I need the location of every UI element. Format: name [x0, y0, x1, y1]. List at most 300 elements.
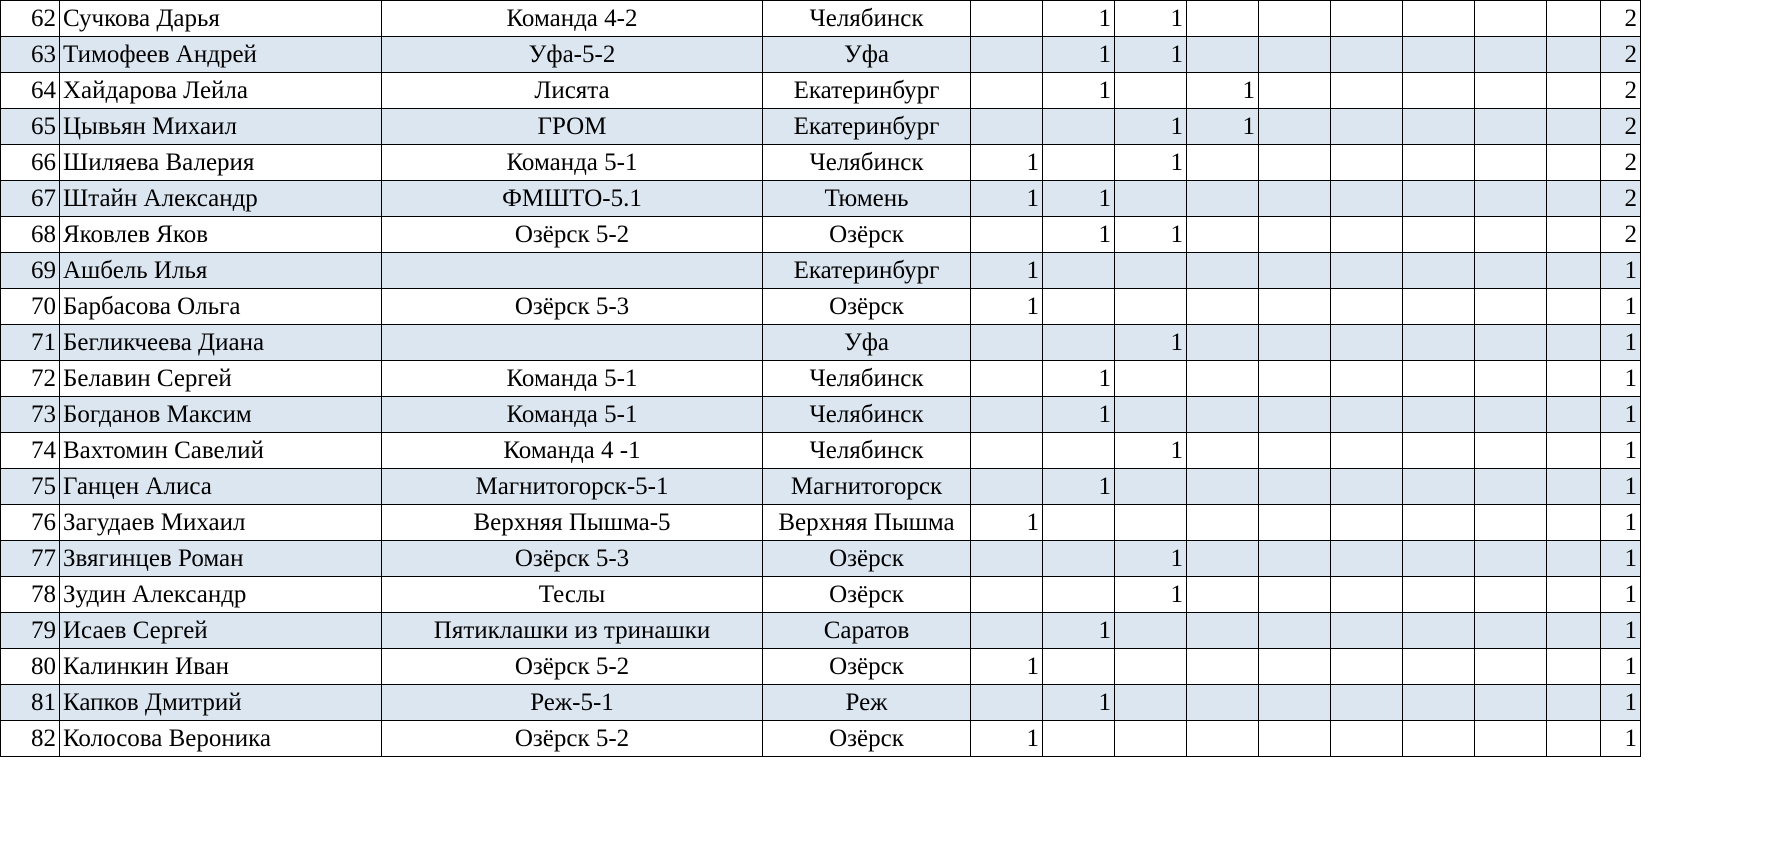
problem-score-cell[interactable] — [1475, 1, 1547, 37]
row-number-cell[interactable]: 74 — [1, 433, 60, 469]
city-cell[interactable]: Челябинск — [763, 433, 971, 469]
spacer-cell[interactable] — [1547, 217, 1601, 253]
team-cell[interactable]: Команда 4 -1 — [382, 433, 763, 469]
problem-score-cell[interactable]: 1 — [1115, 541, 1187, 577]
spacer-cell[interactable] — [1547, 505, 1601, 541]
problem-score-cell[interactable] — [1259, 577, 1331, 613]
table-row — [1, 577, 1641, 613]
team-cell[interactable]: Команда 5-1 — [382, 361, 763, 397]
problem-score-cell[interactable] — [1475, 433, 1547, 469]
problem-score-cell[interactable]: 1 — [1043, 37, 1115, 73]
problem-score-cell[interactable] — [1331, 505, 1403, 541]
problem-score-cell[interactable] — [1259, 685, 1331, 721]
participant-name-cell[interactable]: Шиляева Валерия — [60, 145, 382, 181]
problem-score-cell[interactable]: 1 — [1115, 325, 1187, 361]
problem-score-cell[interactable] — [1475, 145, 1547, 181]
spacer-cell[interactable] — [1547, 397, 1601, 433]
problem-score-cell[interactable]: 1 — [1187, 109, 1259, 145]
row-number-cell[interactable]: 72 — [1, 361, 60, 397]
city-cell[interactable]: Верхняя Пышма — [763, 505, 971, 541]
problem-score-cell[interactable] — [1043, 109, 1115, 145]
city-cell[interactable]: Магнитогорск — [763, 469, 971, 505]
problem-score-cell[interactable] — [1043, 721, 1115, 757]
team-cell[interactable]: Магнитогорск-5-1 — [382, 469, 763, 505]
problem-score-cell[interactable] — [1331, 577, 1403, 613]
problem-score-cell[interactable] — [971, 433, 1043, 469]
spacer-cell[interactable] — [1547, 433, 1601, 469]
problem-score-cell[interactable] — [1259, 613, 1331, 649]
problem-score-cell[interactable] — [1475, 181, 1547, 217]
problem-score-cell[interactable] — [1331, 145, 1403, 181]
problem-score-cell[interactable] — [1475, 289, 1547, 325]
problem-score-cell[interactable]: 1 — [971, 181, 1043, 217]
problem-score-cell[interactable] — [1475, 649, 1547, 685]
row-number-cell[interactable]: 64 — [1, 73, 60, 109]
problem-score-cell[interactable] — [1259, 1, 1331, 37]
problem-score-cell[interactable] — [1331, 325, 1403, 361]
participant-name-cell[interactable]: Барбасова Ольга — [60, 289, 382, 325]
problem-score-cell[interactable] — [1187, 577, 1259, 613]
problem-score-cell[interactable] — [1043, 433, 1115, 469]
spacer-cell[interactable] — [1547, 109, 1601, 145]
table-row — [1, 217, 1641, 253]
row-number-cell[interactable]: 73 — [1, 397, 60, 433]
participant-name-cell[interactable]: Цывьян Михаил — [60, 109, 382, 145]
participant-name-cell[interactable]: Колосова Вероника — [60, 721, 382, 757]
participant-name-cell[interactable]: Вахтомин Савелий — [60, 433, 382, 469]
row-number-cell[interactable]: 80 — [1, 649, 60, 685]
problem-score-cell[interactable] — [1187, 685, 1259, 721]
problem-score-cell[interactable] — [1259, 433, 1331, 469]
problem-score-cell[interactable] — [1403, 217, 1475, 253]
city-cell[interactable]: Челябинск — [763, 1, 971, 37]
participant-name-cell[interactable]: Штайн Александр — [60, 181, 382, 217]
problem-score-cell[interactable] — [1331, 685, 1403, 721]
problem-score-cell[interactable] — [1331, 613, 1403, 649]
row-number-cell[interactable]: 69 — [1, 253, 60, 289]
spacer-cell[interactable] — [1547, 721, 1601, 757]
problem-score-cell[interactable] — [1475, 361, 1547, 397]
team-cell[interactable]: Команда 4-2 — [382, 1, 763, 37]
problem-score-cell[interactable] — [1475, 541, 1547, 577]
participant-name-cell[interactable]: Калинкин Иван — [60, 649, 382, 685]
city-cell[interactable]: Уфа — [763, 37, 971, 73]
team-cell[interactable]: Лисята — [382, 73, 763, 109]
team-cell[interactable]: Озёрск 5-2 — [382, 217, 763, 253]
problem-score-cell[interactable]: 1 — [1043, 181, 1115, 217]
spacer-cell[interactable] — [1547, 541, 1601, 577]
total-score-cell[interactable]: 1 — [1601, 469, 1641, 505]
problem-score-cell[interactable]: 1 — [1115, 37, 1187, 73]
problem-score-cell[interactable] — [1475, 577, 1547, 613]
problem-score-cell[interactable] — [971, 109, 1043, 145]
team-cell[interactable]: Пятиклашки из тринашки — [382, 613, 763, 649]
problem-score-cell[interactable] — [1475, 217, 1547, 253]
participant-name-cell[interactable]: Исаев Сергей — [60, 613, 382, 649]
problem-score-cell[interactable] — [1259, 181, 1331, 217]
team-cell[interactable]: Верхняя Пышма-5 — [382, 505, 763, 541]
city-cell[interactable]: Озёрск — [763, 217, 971, 253]
problem-score-cell[interactable] — [1331, 109, 1403, 145]
participant-name-cell[interactable]: Бегликчеева Диана — [60, 325, 382, 361]
problem-score-cell[interactable] — [971, 541, 1043, 577]
problem-score-cell[interactable] — [1187, 649, 1259, 685]
team-cell[interactable] — [382, 253, 763, 289]
problem-score-cell[interactable] — [1331, 73, 1403, 109]
row-number-cell[interactable]: 62 — [1, 1, 60, 37]
spacer-cell[interactable] — [1547, 1, 1601, 37]
problem-score-cell[interactable] — [1403, 253, 1475, 289]
problem-score-cell[interactable]: 1 — [1043, 685, 1115, 721]
total-score-cell[interactable]: 2 — [1601, 181, 1641, 217]
city-cell[interactable]: Уфа — [763, 325, 971, 361]
problem-score-cell[interactable] — [1259, 37, 1331, 73]
problem-score-cell[interactable] — [1115, 361, 1187, 397]
total-score-cell[interactable]: 2 — [1601, 217, 1641, 253]
problem-score-cell[interactable]: 1 — [971, 145, 1043, 181]
problem-score-cell[interactable] — [1187, 325, 1259, 361]
problem-score-cell[interactable] — [1331, 397, 1403, 433]
table-row — [1, 325, 1641, 361]
total-score-cell[interactable]: 2 — [1601, 109, 1641, 145]
problem-score-cell[interactable] — [1259, 289, 1331, 325]
team-cell[interactable]: Теслы — [382, 577, 763, 613]
participant-name-cell[interactable]: Хайдарова Лейла — [60, 73, 382, 109]
problem-score-cell[interactable] — [1403, 181, 1475, 217]
problem-score-cell[interactable] — [1259, 325, 1331, 361]
problem-score-cell[interactable] — [1475, 37, 1547, 73]
problem-score-cell[interactable] — [1259, 397, 1331, 433]
problem-score-cell[interactable] — [1115, 253, 1187, 289]
problem-score-cell[interactable] — [1043, 253, 1115, 289]
city-cell[interactable]: Екатеринбург — [763, 73, 971, 109]
table-row — [1, 541, 1641, 577]
problem-score-cell[interactable] — [971, 361, 1043, 397]
problem-score-cell[interactable] — [1403, 109, 1475, 145]
problem-score-cell[interactable] — [1403, 433, 1475, 469]
spacer-cell[interactable] — [1547, 649, 1601, 685]
total-score-cell[interactable]: 2 — [1601, 73, 1641, 109]
total-score-cell[interactable]: 2 — [1601, 37, 1641, 73]
participant-name-cell[interactable]: Капков Дмитрий — [60, 685, 382, 721]
total-score-cell[interactable]: 1 — [1601, 325, 1641, 361]
row-number-cell[interactable]: 78 — [1, 577, 60, 613]
problem-score-cell[interactable] — [971, 397, 1043, 433]
total-score-cell[interactable]: 1 — [1601, 649, 1641, 685]
row-number-cell[interactable]: 65 — [1, 109, 60, 145]
problem-score-cell[interactable] — [1403, 289, 1475, 325]
team-cell[interactable]: ФМШТО-5.1 — [382, 181, 763, 217]
problem-score-cell[interactable] — [1403, 613, 1475, 649]
city-cell[interactable]: Саратов — [763, 613, 971, 649]
problem-score-cell[interactable]: 1 — [971, 505, 1043, 541]
problem-score-cell[interactable]: 1 — [1115, 577, 1187, 613]
problem-score-cell[interactable] — [1403, 649, 1475, 685]
participant-name-cell[interactable]: Сучкова Дарья — [60, 1, 382, 37]
problem-score-cell[interactable] — [1259, 469, 1331, 505]
problem-score-cell[interactable] — [1259, 253, 1331, 289]
participant-name-cell[interactable]: Ганцен Алиса — [60, 469, 382, 505]
team-cell[interactable]: Команда 5-1 — [382, 145, 763, 181]
team-cell[interactable]: Команда 5-1 — [382, 397, 763, 433]
city-cell[interactable]: Челябинск — [763, 145, 971, 181]
problem-score-cell[interactable] — [971, 73, 1043, 109]
problem-score-cell[interactable] — [1259, 217, 1331, 253]
spacer-cell[interactable] — [1547, 325, 1601, 361]
problem-score-cell[interactable] — [1259, 721, 1331, 757]
team-cell[interactable] — [382, 325, 763, 361]
spacer-cell[interactable] — [1547, 685, 1601, 721]
problem-score-cell[interactable]: 1 — [1043, 397, 1115, 433]
row-number-cell[interactable]: 81 — [1, 685, 60, 721]
problem-score-cell[interactable]: 1 — [1043, 1, 1115, 37]
city-cell[interactable]: Реж — [763, 685, 971, 721]
city-cell[interactable]: Озёрск — [763, 721, 971, 757]
problem-score-cell[interactable] — [1475, 397, 1547, 433]
problem-score-cell[interactable] — [1403, 73, 1475, 109]
problem-score-cell[interactable] — [1259, 505, 1331, 541]
problem-score-cell[interactable] — [1475, 505, 1547, 541]
problem-score-cell[interactable] — [1115, 649, 1187, 685]
total-score-cell[interactable]: 2 — [1601, 145, 1641, 181]
problem-score-cell[interactable] — [1043, 577, 1115, 613]
participant-name-cell[interactable]: Ашбель Илья — [60, 253, 382, 289]
spacer-cell[interactable] — [1547, 37, 1601, 73]
problem-score-cell[interactable] — [1115, 685, 1187, 721]
problem-score-cell[interactable] — [1187, 541, 1259, 577]
team-cell[interactable]: Озёрск 5-3 — [382, 289, 763, 325]
problem-score-cell[interactable] — [1331, 541, 1403, 577]
row-number-cell[interactable]: 75 — [1, 469, 60, 505]
row-number-cell[interactable]: 66 — [1, 145, 60, 181]
total-score-cell[interactable]: 1 — [1601, 397, 1641, 433]
problem-score-cell[interactable] — [1187, 1, 1259, 37]
problem-score-cell[interactable]: 1 — [1043, 361, 1115, 397]
spacer-cell[interactable] — [1547, 289, 1601, 325]
problem-score-cell[interactable] — [1403, 721, 1475, 757]
problem-score-cell[interactable] — [1043, 289, 1115, 325]
problem-score-cell[interactable] — [1259, 541, 1331, 577]
problem-score-cell[interactable]: 1 — [1115, 217, 1187, 253]
row-number-cell[interactable]: 67 — [1, 181, 60, 217]
problem-score-cell[interactable] — [971, 685, 1043, 721]
problem-score-cell[interactable]: 1 — [1043, 217, 1115, 253]
problem-score-cell[interactable] — [1403, 325, 1475, 361]
total-score-cell[interactable]: 1 — [1601, 505, 1641, 541]
spacer-cell[interactable] — [1547, 181, 1601, 217]
problem-score-cell[interactable] — [971, 613, 1043, 649]
spacer-cell[interactable] — [1547, 253, 1601, 289]
problem-score-cell[interactable] — [1475, 73, 1547, 109]
city-cell[interactable]: Озёрск — [763, 541, 971, 577]
row-number-cell[interactable]: 82 — [1, 721, 60, 757]
problem-score-cell[interactable] — [1115, 613, 1187, 649]
problem-score-cell[interactable] — [1187, 433, 1259, 469]
problem-score-cell[interactable] — [971, 1, 1043, 37]
problem-score-cell[interactable] — [1115, 397, 1187, 433]
problem-score-cell[interactable] — [971, 469, 1043, 505]
problem-score-cell[interactable] — [1115, 181, 1187, 217]
problem-score-cell[interactable] — [1043, 145, 1115, 181]
problem-score-cell[interactable] — [1115, 289, 1187, 325]
problem-score-cell[interactable] — [1115, 469, 1187, 505]
spacer-cell[interactable] — [1547, 577, 1601, 613]
total-score-cell[interactable]: 1 — [1601, 721, 1641, 757]
problem-score-cell[interactable]: 1 — [1115, 1, 1187, 37]
problem-score-cell[interactable] — [1403, 361, 1475, 397]
problem-score-cell[interactable]: 1 — [971, 289, 1043, 325]
problem-score-cell[interactable] — [1187, 145, 1259, 181]
row-number-cell[interactable]: 71 — [1, 325, 60, 361]
problem-score-cell[interactable] — [1475, 721, 1547, 757]
problem-score-cell[interactable]: 1 — [1187, 73, 1259, 109]
problem-score-cell[interactable]: 1 — [1043, 469, 1115, 505]
problem-score-cell[interactable] — [1187, 289, 1259, 325]
problem-score-cell[interactable] — [1187, 37, 1259, 73]
row-number-cell[interactable]: 76 — [1, 505, 60, 541]
problem-score-cell[interactable]: 1 — [1043, 613, 1115, 649]
problem-score-cell[interactable] — [971, 577, 1043, 613]
problem-score-cell[interactable] — [1043, 505, 1115, 541]
spacer-cell[interactable] — [1547, 469, 1601, 505]
total-score-cell[interactable]: 1 — [1601, 685, 1641, 721]
problem-score-cell[interactable] — [1331, 721, 1403, 757]
problem-score-cell[interactable]: 1 — [1115, 433, 1187, 469]
problem-score-cell[interactable] — [1187, 397, 1259, 433]
table-row — [1, 145, 1641, 181]
team-cell[interactable]: ГРОМ — [382, 109, 763, 145]
total-score-cell[interactable]: 1 — [1601, 289, 1641, 325]
problem-score-cell[interactable] — [971, 325, 1043, 361]
city-cell[interactable]: Екатеринбург — [763, 253, 971, 289]
problem-score-cell[interactable] — [971, 217, 1043, 253]
problem-score-cell[interactable] — [1259, 361, 1331, 397]
problem-score-cell[interactable]: 1 — [1115, 109, 1187, 145]
city-cell[interactable]: Екатеринбург — [763, 109, 971, 145]
team-cell[interactable]: Озёрск 5-3 — [382, 541, 763, 577]
row-number-cell[interactable]: 70 — [1, 289, 60, 325]
city-cell[interactable]: Озёрск — [763, 577, 971, 613]
total-score-cell[interactable]: 2 — [1601, 1, 1641, 37]
participant-name-cell[interactable]: Богданов Максим — [60, 397, 382, 433]
problem-score-cell[interactable] — [1115, 73, 1187, 109]
problem-score-cell[interactable] — [1475, 109, 1547, 145]
problem-score-cell[interactable] — [1475, 253, 1547, 289]
team-cell[interactable]: Реж-5-1 — [382, 685, 763, 721]
problem-score-cell[interactable] — [1331, 1, 1403, 37]
problem-score-cell[interactable] — [1331, 217, 1403, 253]
problem-score-cell[interactable] — [1187, 721, 1259, 757]
spacer-cell[interactable] — [1547, 145, 1601, 181]
total-score-cell[interactable]: 1 — [1601, 361, 1641, 397]
problem-score-cell[interactable] — [1331, 253, 1403, 289]
problem-score-cell[interactable] — [1403, 469, 1475, 505]
problem-score-cell[interactable]: 1 — [971, 649, 1043, 685]
problem-score-cell[interactable] — [1331, 433, 1403, 469]
problem-score-cell[interactable] — [971, 37, 1043, 73]
problem-score-cell[interactable] — [1475, 325, 1547, 361]
problem-score-cell[interactable] — [1403, 505, 1475, 541]
city-cell[interactable]: Челябинск — [763, 397, 971, 433]
problem-score-cell[interactable]: 1 — [1043, 73, 1115, 109]
participant-name-cell[interactable]: Звягинцев Роман — [60, 541, 382, 577]
row-number-cell[interactable]: 63 — [1, 37, 60, 73]
problem-score-cell[interactable] — [1187, 361, 1259, 397]
row-number-cell[interactable]: 77 — [1, 541, 60, 577]
spacer-cell[interactable] — [1547, 73, 1601, 109]
problem-score-cell[interactable] — [1187, 505, 1259, 541]
problem-score-cell[interactable] — [1403, 541, 1475, 577]
problem-score-cell[interactable] — [1259, 649, 1331, 685]
problem-score-cell[interactable] — [1331, 181, 1403, 217]
problem-score-cell[interactable] — [1259, 145, 1331, 181]
total-score-cell[interactable]: 1 — [1601, 613, 1641, 649]
total-score-cell[interactable]: 1 — [1601, 577, 1641, 613]
problem-score-cell[interactable] — [1187, 613, 1259, 649]
problem-score-cell[interactable] — [1403, 1, 1475, 37]
participant-name-cell[interactable]: Тимофеев Андрей — [60, 37, 382, 73]
total-score-cell[interactable]: 1 — [1601, 541, 1641, 577]
participant-name-cell[interactable]: Белавин Сергей — [60, 361, 382, 397]
spacer-cell[interactable] — [1547, 361, 1601, 397]
row-number-cell[interactable]: 79 — [1, 613, 60, 649]
problem-score-cell[interactable] — [1403, 37, 1475, 73]
city-cell[interactable]: Челябинск — [763, 361, 971, 397]
problem-score-cell[interactable] — [1475, 469, 1547, 505]
participant-name-cell[interactable]: Загудаев Михаил — [60, 505, 382, 541]
problem-score-cell[interactable] — [1115, 721, 1187, 757]
spacer-cell[interactable] — [1547, 613, 1601, 649]
problem-score-cell[interactable] — [1475, 613, 1547, 649]
problem-score-cell[interactable] — [1331, 37, 1403, 73]
row-number-cell[interactable]: 68 — [1, 217, 60, 253]
problem-score-cell[interactable] — [1331, 289, 1403, 325]
problem-score-cell[interactable] — [1043, 649, 1115, 685]
team-cell[interactable]: Уфа-5-2 — [382, 37, 763, 73]
problem-score-cell[interactable] — [1403, 685, 1475, 721]
problem-score-cell[interactable] — [1403, 577, 1475, 613]
problem-score-cell[interactable] — [1331, 649, 1403, 685]
problem-score-cell[interactable] — [1475, 685, 1547, 721]
problem-score-cell[interactable] — [1331, 361, 1403, 397]
participant-name-cell[interactable]: Яковлев Яков — [60, 217, 382, 253]
problem-score-cell[interactable] — [1187, 253, 1259, 289]
city-cell[interactable]: Озёрск — [763, 289, 971, 325]
problem-score-cell[interactable] — [1259, 73, 1331, 109]
problem-score-cell[interactable] — [1187, 217, 1259, 253]
problem-score-cell[interactable]: 1 — [1115, 145, 1187, 181]
team-cell[interactable]: Озёрск 5-2 — [382, 649, 763, 685]
problem-score-cell[interactable] — [1187, 469, 1259, 505]
city-cell[interactable]: Озёрск — [763, 649, 971, 685]
problem-score-cell[interactable] — [1331, 469, 1403, 505]
team-cell[interactable]: Озёрск 5-2 — [382, 721, 763, 757]
total-score-cell[interactable]: 1 — [1601, 433, 1641, 469]
problem-score-cell[interactable] — [1043, 541, 1115, 577]
problem-score-cell[interactable]: 1 — [971, 253, 1043, 289]
total-score-cell[interactable]: 1 — [1601, 253, 1641, 289]
problem-score-cell[interactable] — [1187, 181, 1259, 217]
participant-name-cell[interactable]: Зудин Александр — [60, 577, 382, 613]
table-row — [1, 181, 1641, 217]
problem-score-cell[interactable] — [1115, 505, 1187, 541]
problem-score-cell[interactable] — [1403, 397, 1475, 433]
problem-score-cell[interactable] — [1403, 145, 1475, 181]
problem-score-cell[interactable] — [1259, 109, 1331, 145]
problem-score-cell[interactable]: 1 — [971, 721, 1043, 757]
problem-score-cell[interactable] — [1043, 325, 1115, 361]
city-cell[interactable]: Тюмень — [763, 181, 971, 217]
